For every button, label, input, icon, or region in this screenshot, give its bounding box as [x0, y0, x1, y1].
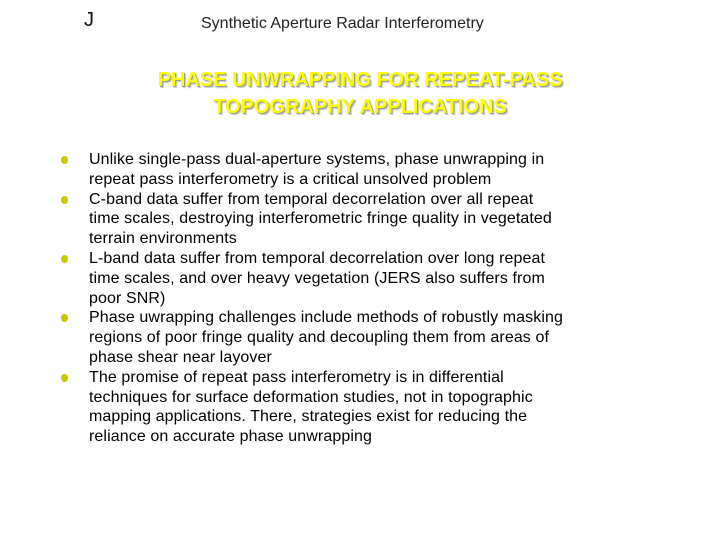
- bullet-line: Unlike single-pass dual-aperture systems, phase unwrapping in: [89, 151, 545, 168]
- bullet-item: [0, 368, 720, 447]
- bullet-item: [0, 150, 720, 190]
- bullet-dot-icon: [61, 196, 68, 204]
- bullet-line: time scales, destroying interferometric fringe quality in vegetated: [89, 210, 552, 228]
- bullet-dot-icon: [61, 314, 68, 322]
- bullet-line: The promise of repeat pass interferometry is in differential: [89, 368, 504, 386]
- bullet-item: [0, 190, 720, 249]
- bullet-item: [0, 249, 720, 308]
- bullet-line: time scales, and over heavy vegetation (JERS also suffers from: [89, 269, 545, 287]
- bullet-line: regions of poor fringe quality and decoupling them from areas of: [89, 329, 550, 347]
- bullet-list: [0, 150, 720, 447]
- header-title: Synthetic Aperture Radar Interferometry: [201, 15, 484, 32]
- bullet-line: mapping applications. There, strategies exist for reducing the: [89, 408, 528, 426]
- bullet-item: [0, 308, 720, 367]
- bullet-line: poor SNR): [89, 289, 166, 307]
- bullet-line: terrain environments: [89, 230, 237, 248]
- bullet-line: repeat pass interferometry is a critical unsolved problem: [89, 170, 492, 188]
- bullet-line: L-band data suffer from temporal decorrelation over long repeat: [89, 249, 546, 267]
- bullet-line: techniques for surface deformation studies, not in topographic: [89, 388, 533, 406]
- bullet-line: reliance on accurate phase unwrapping: [89, 428, 372, 446]
- bullet-dot-icon: [61, 374, 68, 382]
- slide-title-line: PHASE UNWRAPPING FOR REPEAT-PASS: [157, 69, 563, 91]
- bullet-line: Phase uwrapping challenges include methods of robustly masking: [89, 309, 564, 327]
- slide-title-line: TOPOGRAPHY APPLICATIONS: [213, 96, 507, 118]
- slide-title: [0, 67, 720, 121]
- bullet-dot-icon: [61, 255, 68, 263]
- bullet-line: C-band data suffer from temporal decorrelation over all repeat: [89, 190, 534, 208]
- bullet-line: phase shear near layover: [89, 348, 272, 366]
- bullet-dot-icon: [61, 156, 68, 164]
- header-logo-mark: J: [84, 9, 94, 31]
